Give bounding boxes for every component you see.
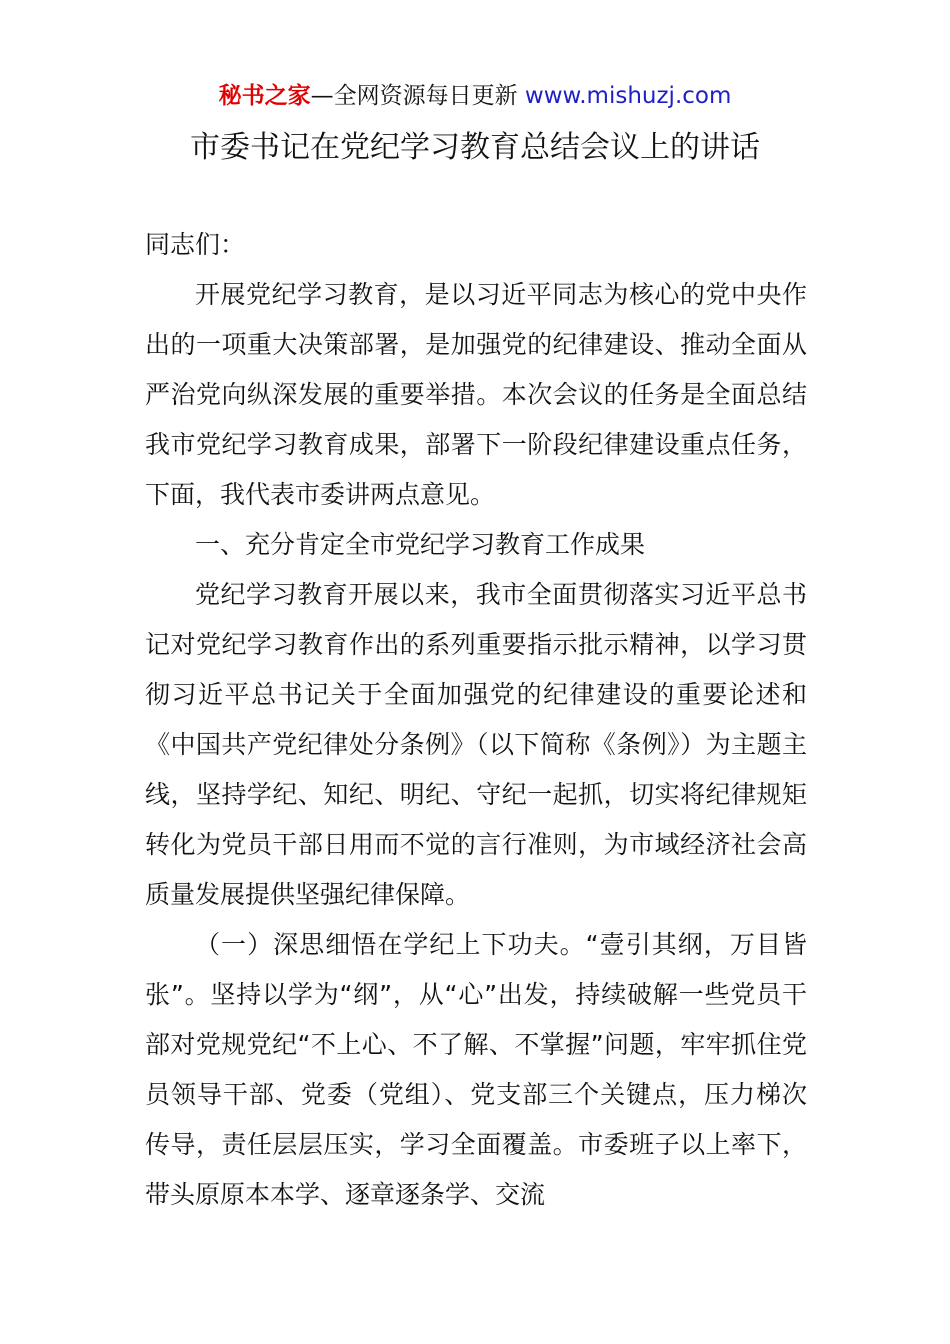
site-tagline: —全网资源每日更新: [310, 83, 525, 109]
site-brand: 秘书之家: [218, 83, 311, 109]
paragraph-section-1: 党纪学习教育开展以来，我市全面贯彻落实习近平总书记对党纪学习教育作出的系列重要指示批示精神，以学习贯彻习近平总书记关于全面加强党的纪律建设的重要论述和《中国共产党纪律处分条例》（以下简称《条例》）为主题主线，坚持学纪、知纪、明纪、守纪一起抓，切实将纪律规矩转化为党员干部日用而不觉的言行准则，为市域经济社会高质量发展提供坚强纪律保障。: [145, 580, 807, 909]
salutation: 同志们：: [145, 230, 246, 259]
paragraph-subsection-1: （一）深思细悟在学纪上下功夫。“壹引其纲，万目皆张”。坚持以学为“纲”，从“心”出发，持续破解一些党员干部对党规党纪“不上心、不了解、不掌握”问题，牢牢抓住党员领导干部、党委（党组）、党支部三个关键点，压力梯次传导，责任层层压实，学习全面覆盖。市委班子以上率下，带头原原本本学、逐章逐条学、交流: [145, 930, 807, 1209]
section-heading-1: 一、充分肯定全市党纪学习教育工作成果: [195, 530, 646, 559]
site-header: [0, 80, 950, 112]
document-title: 市委书记在党纪学习教育总结会议上的讲话: [190, 130, 760, 165]
document-body: [145, 220, 807, 1220]
site-url-link[interactable]: www.mishuzj.com: [524, 83, 732, 109]
paragraph-intro: 开展党纪学习教育，是以习近平同志为核心的党中央作出的一项重大决策部署，是加强党的纪律建设、推动全面从严治党向纵深发展的重要举措。本次会议的任务是全面总结我市党纪学习教育成果，部署下一阶段纪律建设重点任务，下面，我代表市委讲两点意见。: [145, 280, 807, 509]
